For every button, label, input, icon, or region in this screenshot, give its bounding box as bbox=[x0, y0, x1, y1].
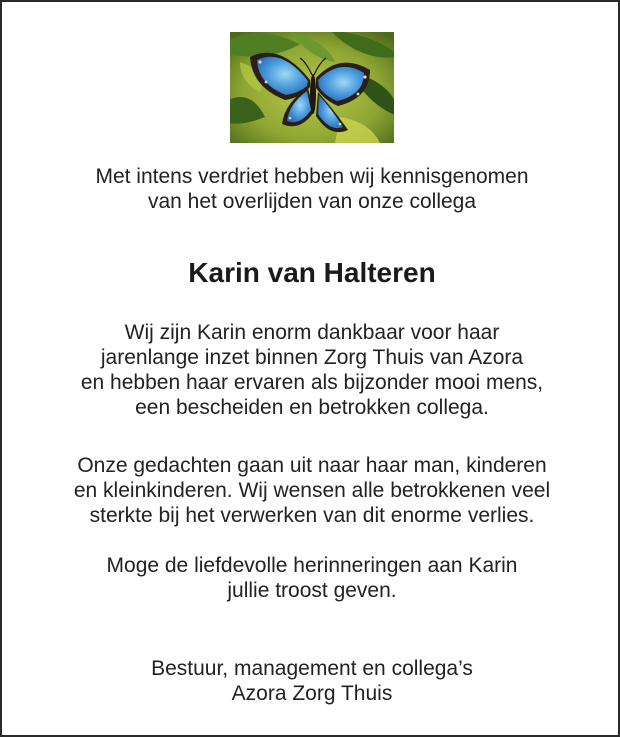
paragraph-line: Moge de liefdevolle herinneringen aan Karin bbox=[106, 554, 518, 577]
comfort-paragraph bbox=[22, 553, 602, 603]
butterfly-icon bbox=[230, 32, 394, 143]
paragraph-line: jullie troost geven. bbox=[227, 579, 397, 602]
paragraph-line: Wij zijn Karin enorm dankbaar voor haar bbox=[124, 321, 500, 344]
paragraph-line: en hebben haar ervaren als bijzonder mooi mens, bbox=[80, 371, 544, 394]
paragraph-line: jarenlange inzet binnen Zorg Thuis van Azora bbox=[100, 346, 524, 369]
butterfly-photo bbox=[230, 32, 394, 143]
intro-line: Met intens verdriet hebben wij kennisgenomen bbox=[95, 165, 529, 188]
signature bbox=[22, 656, 602, 706]
intro-text bbox=[22, 164, 602, 214]
intro-line: van het overlijden van onze collega bbox=[147, 190, 477, 213]
paragraph-line: een bescheiden en betrokken collega. bbox=[135, 396, 489, 419]
signature-line: Bestuur, management en collega’s bbox=[151, 657, 473, 680]
paragraph-line: en kleinkinderen. Wij wensen alle betrokkenen veel bbox=[73, 479, 551, 502]
paragraph-line: sterkte bij het verwerken van dit enorme verlies. bbox=[89, 504, 535, 527]
gratitude-paragraph bbox=[22, 320, 602, 420]
signature-line: Azora Zorg Thuis bbox=[231, 682, 393, 705]
condolence-paragraph bbox=[22, 453, 602, 528]
deceased-name: Karin van Halteren bbox=[188, 257, 436, 288]
paragraph-line: Onze gedachten gaan uit naar haar man, kinderen bbox=[77, 454, 547, 477]
